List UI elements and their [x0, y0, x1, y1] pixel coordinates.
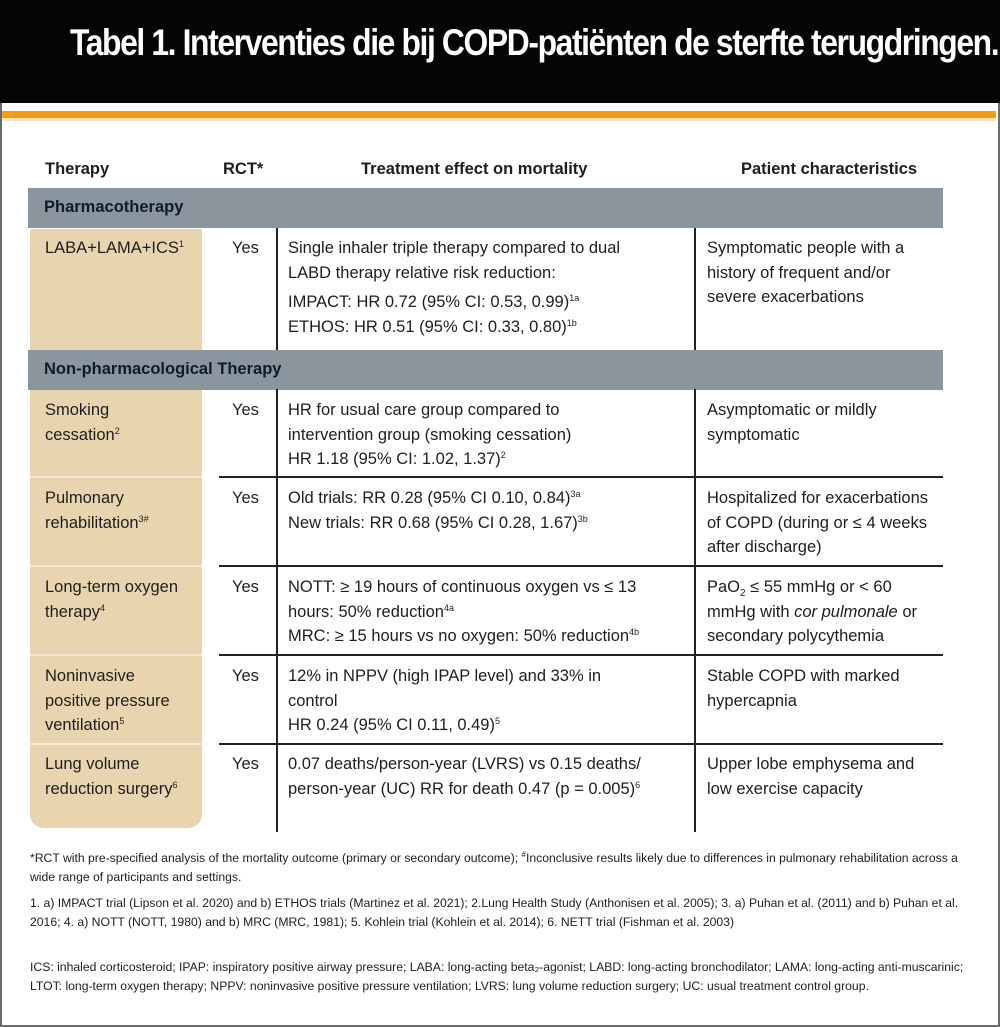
reference-marker: 3a: [570, 489, 581, 499]
therapy-name: LABA+LAMA+ICS: [45, 239, 179, 257]
therapy-name: Pulmonary: [45, 489, 124, 507]
effect-cell: [288, 236, 688, 339]
reference-marker: 1b: [566, 317, 577, 328]
page-title: Tabel 1. Interventies die bij COPD-patiënten de sterfte terugdringen.: [70, 22, 999, 63]
patient-line: history of frequent and/or: [707, 263, 891, 282]
row-divider: [219, 654, 943, 656]
column-header-treatment-effect: Treatment effect on mortality: [361, 160, 588, 178]
reference-marker: 1a: [569, 293, 580, 303]
therapy-name: rehabilitation: [45, 513, 139, 532]
row-divider: [219, 565, 943, 567]
therapy-name: Lung volume: [45, 755, 140, 773]
footnote-rct: [30, 849, 970, 887]
therapy-cell: [45, 398, 205, 447]
patient-cell: [707, 752, 943, 801]
patient-line: hypercapnia: [707, 691, 797, 710]
patient-line: Stable COPD with marked: [707, 667, 900, 685]
reference-marker: 3#: [138, 513, 149, 524]
patient-cell: [707, 664, 943, 713]
reference-marker: 2: [500, 450, 506, 460]
therapy-cell: [45, 486, 205, 535]
effect-cell: [288, 664, 688, 738]
effect-line: HR for usual care group compared to: [288, 401, 560, 419]
effect-line: 12% in NPPV (high IPAP level) and 33% in: [288, 667, 602, 685]
therapy-name: Long-term oxygen: [45, 578, 178, 596]
therapy-cell: [45, 575, 205, 624]
effect-line: HR 0.24 (95% CI 0.11, 0.49): [288, 716, 495, 734]
footnote-abbreviations: ICS: inhaled corticosteroid; IPAP: inspiratory positive airway pressure; LABA: long-acting beta₂-agonist; LABD: long-acting bronchodilator; LAMA: long-acting anti-muscarinic; LTOT: long-term oxygen therapy; NPPV: noninvasive positive pressure ventilation; LVRS: lung volume reduction surgery; UC: usual treatment control group.: [30, 960, 964, 993]
patient-line: Hospitalized for exacerbations: [707, 489, 929, 507]
patient-line: or: [897, 602, 917, 621]
title-banner: [0, 0, 1000, 103]
reference-marker: 1: [178, 239, 184, 249]
patient-cell: [707, 575, 943, 649]
patient-line: Asymptomatic or mildly: [707, 401, 877, 419]
therapy-name: Noninvasive: [45, 667, 135, 685]
patient-line: PaO: [707, 578, 741, 596]
rct-cell: Yes: [232, 755, 259, 773]
effect-cell: [288, 486, 688, 535]
patient-cell: [707, 236, 943, 310]
column-header-therapy: Therapy: [45, 160, 110, 178]
patient-line: ≤ 55 mmHg or < 60: [745, 578, 892, 596]
effect-line: Old trials: RR 0.28 (95% CI 0.10, 0.84): [288, 489, 571, 507]
subscript: 2: [740, 588, 746, 599]
effect-line: person-year (UC) RR for death 0.47 (p = 0.005): [288, 779, 636, 798]
effect-line: New trials: RR 0.68 (95% CI 0.28, 1.67): [288, 513, 578, 532]
patient-line: mmHg with: [707, 602, 795, 621]
column-divider: [694, 228, 696, 350]
effect-line: ETHOS: HR 0.51 (95% CI: 0.33, 0.80): [288, 317, 567, 336]
effect-cell: [288, 575, 688, 649]
rct-cell: Yes: [232, 239, 259, 257]
reference-marker: 4b: [629, 627, 640, 637]
rct-cell: Yes: [232, 489, 259, 507]
effect-line: IMPACT: HR 0.72 (95% CI: 0.53, 0.99): [288, 293, 570, 311]
rct-cell: Yes: [232, 401, 259, 419]
section-header-non-pharmacological: [28, 350, 943, 390]
effect-line: 0.07 deaths/person-year (LVRS) vs 0.15 deaths/: [288, 755, 641, 773]
patient-line: severe exacerbations: [707, 288, 864, 306]
therapy-name: cessation: [45, 425, 115, 444]
patient-line: secondary polycythemia: [707, 627, 885, 645]
therapy-name: positive pressure: [45, 691, 170, 710]
section-header-pharmacotherapy: [28, 188, 943, 228]
effect-line: MRC: ≥ 15 hours vs no oxygen: 50% reduction: [288, 627, 630, 645]
footnote-text: Inconclusive results likely due to differences in pulmonary rehabilitation across a wide range of participants and settings.: [30, 851, 958, 884]
effect-line: LABD therapy relative risk reduction:: [288, 263, 556, 282]
reference-marker: 6: [635, 779, 641, 790]
accent-stripe: [2, 111, 996, 118]
patient-line: after discharge): [707, 538, 822, 556]
patient-line: Upper lobe emphysema and: [707, 755, 915, 773]
therapy-name: reduction surgery: [45, 779, 173, 798]
therapy-row-separator: [30, 654, 202, 656]
effect-line: intervention group (smoking cessation): [288, 425, 572, 444]
footnote-marker: #: [521, 850, 526, 859]
therapy-cell: [45, 752, 205, 801]
reference-marker: 4: [100, 602, 106, 613]
therapy-name: ventilation: [45, 716, 120, 734]
therapy-row-separator: [30, 565, 202, 567]
therapy-cell: [45, 236, 205, 261]
patient-cell: [707, 486, 943, 560]
reference-marker: 5: [494, 716, 500, 726]
reference-marker: 3b: [577, 513, 588, 524]
reference-marker: 5: [119, 716, 125, 726]
section-label: Pharmacotherapy: [44, 198, 184, 216]
therapy-row-separator: [30, 743, 202, 745]
therapy-name: Smoking: [45, 401, 110, 419]
row-divider: [219, 743, 943, 745]
patient-line-italic: cor pulmonale: [794, 602, 898, 621]
column-divider: [694, 389, 696, 832]
effect-line: Single inhaler triple therapy compared to dual: [288, 239, 621, 257]
reference-marker: 4a: [443, 602, 454, 613]
effect-line: hours: 50% reduction: [288, 602, 444, 621]
therapy-name: therapy: [45, 602, 101, 621]
effect-line: NOTT: ≥ 19 hours of continuous oxygen vs ≤ 13: [288, 578, 637, 596]
patient-line: of COPD (during or ≤ 4 weeks: [707, 513, 927, 532]
patient-cell: [707, 398, 943, 447]
footnote-references: 1. a) IMPACT trial (Lipson et al. 2020) and b) ETHOS trials (Martinez et al. 2021); 2.Lung Health Study (Anthonisen et al. 2005); 3. a) Puhan et al. (2011) and b) Puhan et al. 2016; 4. a) NOTT (NOTT, 1980) and b) MRC (MRC, 1981); 5. Kohlein trial (Kohlein et al. 2014); 6. NETT trial (Fishman et al. 2003): [30, 896, 959, 929]
section-label: Non-pharmacological Therapy: [44, 360, 282, 378]
effect-cell: [288, 398, 688, 472]
rct-cell: Yes: [232, 667, 259, 685]
patient-line: symptomatic: [707, 425, 800, 444]
effect-line: control: [288, 691, 338, 710]
therapy-row-separator: [30, 476, 202, 478]
column-divider: [276, 228, 278, 350]
column-header-rct: RCT*: [223, 160, 264, 178]
row-divider: [219, 476, 943, 478]
effect-cell: [288, 752, 688, 801]
reference-marker: 6: [172, 779, 178, 790]
rct-cell: Yes: [232, 578, 259, 596]
reference-marker: 2: [114, 425, 120, 436]
column-divider: [276, 389, 278, 832]
column-header-patient-characteristics: Patient characteristics: [741, 160, 918, 178]
patient-line: Symptomatic people with a: [707, 239, 905, 257]
effect-line: HR 1.18 (95% CI: 1.02, 1.37): [288, 450, 501, 468]
accent-stripe-highlight: [2, 118, 996, 121]
footnote-text: *RCT with pre-specified analysis of the mortality outcome (primary or secondary outcome);: [30, 851, 522, 865]
patient-line: low exercise capacity: [707, 779, 863, 798]
therapy-cell: [45, 664, 205, 738]
